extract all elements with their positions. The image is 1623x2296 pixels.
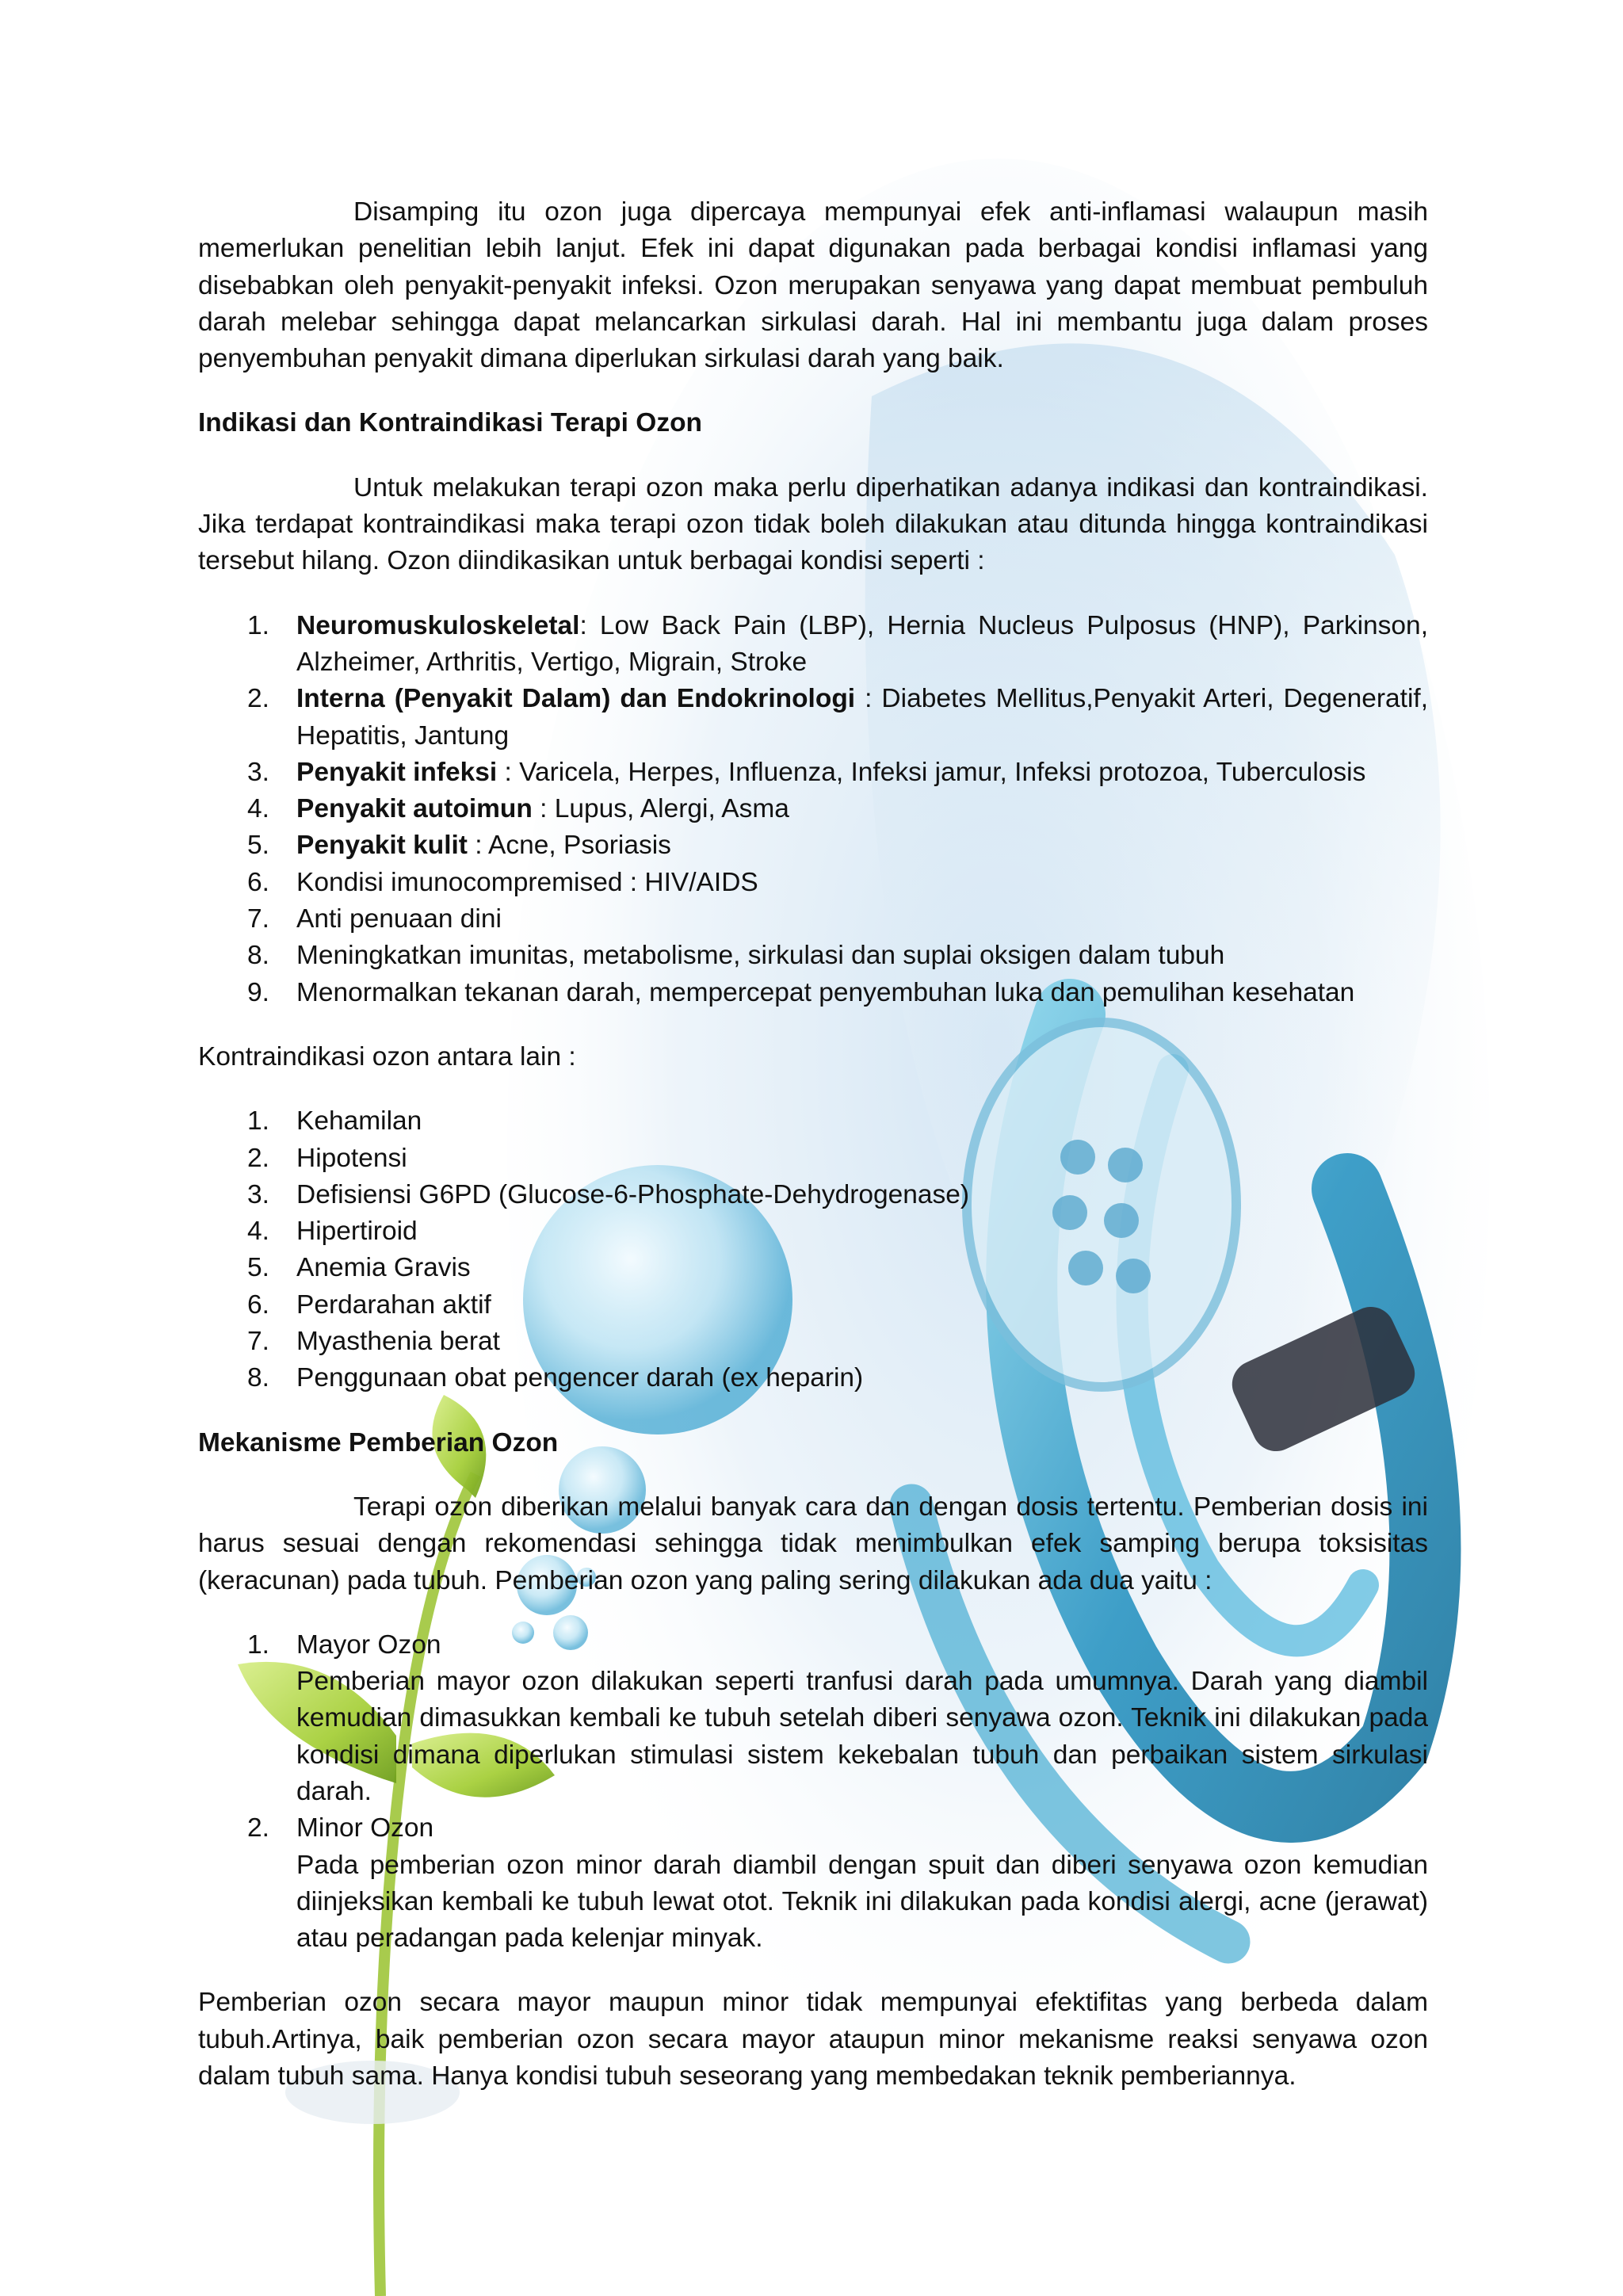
list-number: 1. — [247, 1629, 269, 1660]
list-number: 4. — [247, 1217, 269, 1247]
methods-list — [198, 1627, 1428, 1958]
contraindications-list — [198, 1103, 1428, 1396]
list-item — [198, 1810, 1428, 1957]
list-item-text: : Low Back Pain (LBP), Hernia Nucleus Pulposus (HNP), Parkinson, Alzheimer, Arthritis, Vertigo, Migrain, Stroke — [296, 610, 1428, 677]
list-item — [198, 1360, 1428, 1396]
list-number: 1. — [247, 1106, 269, 1137]
list-item — [198, 1140, 1428, 1177]
list-item-text: Menormalkan tekanan darah, mempercepat penyembuhan luka dan pemulihan kesehatan — [296, 977, 1355, 1007]
list-number: 8. — [247, 1363, 269, 1393]
list-item-text: Anemia Gravis — [296, 1253, 471, 1283]
list-item-text: : Lupus, Alergi, Asma — [532, 794, 789, 824]
method-description: Pemberian mayor ozon dilakukan seperti tranfusi darah pada umumnya. Darah yang diambil kemudian dimasukkan kembali ke tubuh setelah diberi senyawa ozon. Teknik ini dilakukan pada kondisi dimana diperlukan stimulasi sistem kekebalan tubuh dan perbaikan sistem sirkulasi darah. — [296, 1667, 1428, 1806]
list-item — [198, 1627, 1428, 1810]
section-heading-indikasi: Indikasi dan Kontraindikasi Terapi Ozon — [198, 408, 702, 438]
list-number: 5. — [247, 831, 269, 861]
list-item-text: Defisiensi G6PD (Glucose-6-Phosphate-Dehydrogenase) — [296, 1179, 970, 1209]
list-item — [198, 938, 1428, 974]
contraindication-intro: Kontraindikasi ozon antara lain : — [198, 1041, 576, 1072]
indications-list — [198, 608, 1428, 1011]
list-item — [198, 791, 1428, 827]
list-item-text: Myasthenia berat — [296, 1327, 500, 1357]
list-number: 2. — [247, 684, 269, 714]
section-heading-mekanisme: Mekanisme Pemberian Ozon — [198, 1427, 559, 1457]
indikasi-paragraph: Untuk melakukan terapi ozon maka perlu diperhatikan adanya indikasi dan kontraindikasi. Jika terdapat kontraindikasi maka terapi ozon tidak boleh dilakukan atau ditunda hingga kontraindikasi tersebut hilang. Ozon diindikasikan untuk berbagai kondisi seperti : — [198, 472, 1428, 576]
list-item — [198, 975, 1428, 1011]
list-number: 4. — [247, 794, 269, 824]
list-item — [198, 755, 1428, 791]
method-description: Pada pemberian ozon minor darah diambil dengan spuit dan diberi senyawa ozon kemudian diinjeksikan kembali ke tubuh lewat otot. Teknik ini dilakukan pada kondisi alergi, acne (jerawat) atau peradangan pada kelenjar minyak. — [296, 1850, 1428, 1954]
list-number: 6. — [247, 867, 269, 897]
mekanisme-paragraph: Terapi ozon diberikan melalui banyak cara dan dengan dosis tertentu. Pemberian dosis ini harus sesuai dengan rekomendasi sehingga tidak menimbulkan efek samping berupa toksisitas (keracunan) pada tubuh. Pemberian ozon yang paling sering dilakukan ada dua yaitu : — [198, 1492, 1428, 1595]
list-item-bold: Penyakit kulit — [296, 831, 468, 861]
list-item — [198, 901, 1428, 938]
list-number: 1. — [247, 610, 269, 640]
list-number: 9. — [247, 977, 269, 1007]
list-item-bold: Interna (Penyakit Dalam) dan Endokrinologi — [296, 684, 856, 714]
list-number: 7. — [247, 904, 269, 934]
list-item-text: Anti penuaan dini — [296, 904, 502, 934]
list-item — [198, 1103, 1428, 1140]
list-item — [198, 1287, 1428, 1324]
list-item-text: Perdarahan aktif — [296, 1289, 491, 1320]
closing-paragraph: Pemberian ozon secara mayor maupun minor tidak mempunyai efektifitas yang berbeda dalam tubuh.Artinya, baik pemberian ozon secara mayor ataupun minor mekanisme reaksi senyawa ozon dalam tubuh sama. Hanya kondisi tubuh seseorang yang membedakan teknik pemberiannya. — [198, 1988, 1428, 2092]
list-number: 7. — [247, 1327, 269, 1357]
list-item-text: Hipertiroid — [296, 1217, 418, 1247]
list-item — [198, 827, 1428, 864]
list-item-text: : Varicela, Herpes, Influenza, Infeksi jamur, Infeksi protozoa, Tuberculosis — [497, 757, 1366, 787]
list-item — [198, 1213, 1428, 1250]
list-item-text: Kondisi imunocompremised : HIV/AIDS — [296, 867, 758, 897]
list-item-bold: Neuromuskuloskeletal — [296, 610, 580, 640]
list-number: 2. — [247, 1143, 269, 1173]
list-number: 3. — [247, 757, 269, 787]
list-item-text: : Diabetes Mellitus,Penyakit Arteri, Degeneratif, Hepatitis, Jantung — [296, 684, 1429, 751]
list-number: 3. — [247, 1179, 269, 1209]
list-item — [198, 865, 1428, 901]
list-item-text: Penggunaan obat pengencer darah (ex heparin) — [296, 1363, 864, 1393]
list-item-text: : Acne, Psoriasis — [467, 831, 671, 861]
list-item-bold: Penyakit autoimun — [296, 794, 533, 824]
list-item — [198, 1250, 1428, 1286]
list-item — [198, 1324, 1428, 1360]
list-item-bold: Penyakit infeksi — [296, 757, 498, 787]
list-number: 5. — [247, 1253, 269, 1283]
method-title: Mayor Ozon — [296, 1629, 441, 1660]
intro-paragraph: Disamping itu ozon juga dipercaya mempunyai efek anti-inflamasi walaupun masih memerlukan penelitian lebih lanjut. Efek ini dapat digunakan pada berbagai kondisi inflamasi yang disebabkan oleh penyakit-penyakit infeksi. Ozon merupakan senyawa yang dapat membuat pembuluh darah melebar sehingga dapat melancarkan sirkulasi darah. Hal ini membantu juga dalam proses penyembuhan penyakit dimana diperlukan sirkulasi darah yang baik. — [198, 197, 1428, 374]
list-item — [198, 1177, 1428, 1213]
list-number: 8. — [247, 941, 269, 971]
list-number: 2. — [247, 1813, 269, 1843]
list-item-text: Meningkatkan imunitas, metabolisme, sirkulasi dan suplai oksigen dalam tubuh — [296, 941, 1225, 971]
list-item — [198, 608, 1428, 682]
document-page — [198, 194, 1428, 2095]
list-number: 6. — [247, 1289, 269, 1320]
method-title: Minor Ozon — [296, 1813, 434, 1843]
list-item — [198, 681, 1428, 755]
list-item-text: Hipotensi — [296, 1143, 407, 1173]
list-item-text: Kehamilan — [296, 1106, 422, 1137]
